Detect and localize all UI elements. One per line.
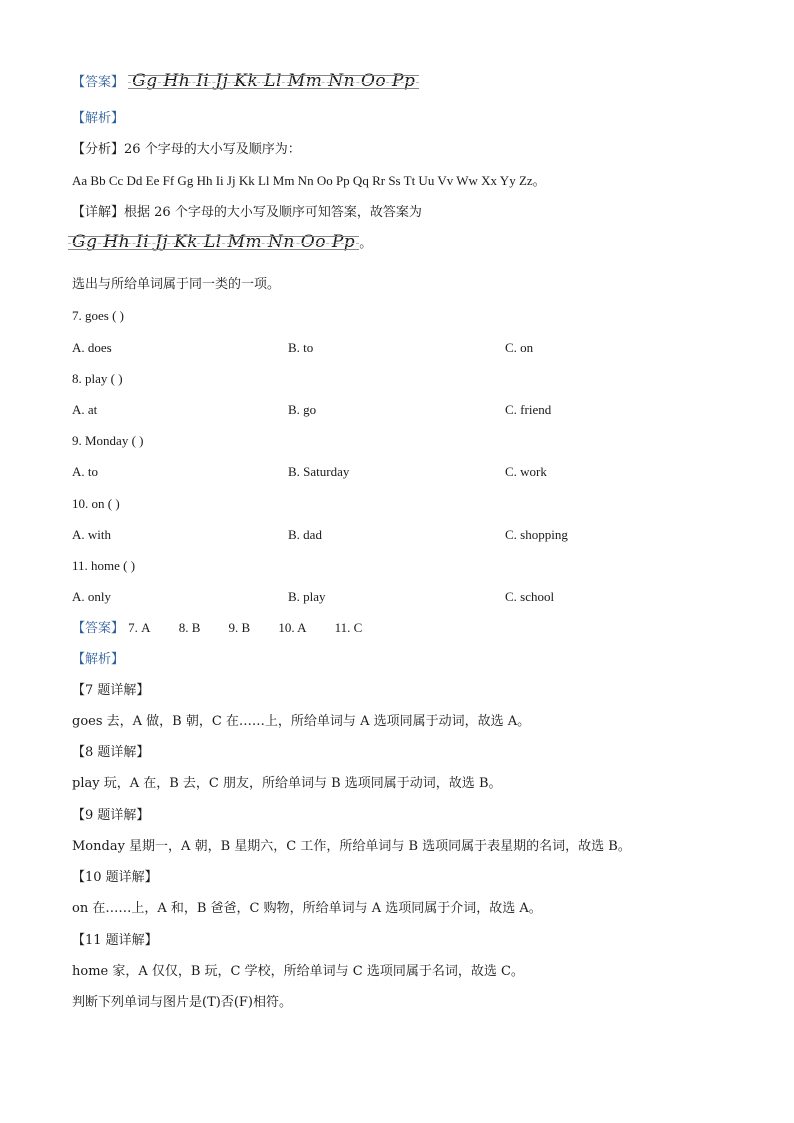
cursive-letters-answer bbox=[128, 72, 419, 92]
option-a: A. does bbox=[72, 340, 112, 355]
detail-tag: 【10 题详解】 bbox=[72, 870, 158, 885]
answer-item: 11. C bbox=[334, 620, 363, 635]
detail-text: goes 去，A 做，B 朝，C 在……上，所给单词与 A 选项同属于动词，故选 A。 bbox=[72, 714, 531, 729]
option-c: C. work bbox=[505, 464, 547, 479]
cursive-letters-text-2: Gg Hh Ii Jj Kk Ll Mm Nn Oo Pp bbox=[72, 232, 356, 252]
answer-item: 10. A bbox=[278, 620, 307, 635]
detail-text: on 在……上，A 和，B 爸爸，C 购物，所给单词与 A 选项同属于介词，故选 A。 bbox=[72, 901, 542, 916]
answer-item: 7. A bbox=[128, 620, 151, 635]
detail-tag: 【7 题详解】 bbox=[72, 683, 150, 698]
option-c: C. friend bbox=[505, 402, 552, 417]
option-b: B. play bbox=[288, 589, 326, 604]
detail-text: play 玩，A 在，B 去，C 朋友，所给单词与 B 选项同属于动词，故选 B。 bbox=[72, 776, 502, 791]
question-stem: 8. play ( ) bbox=[72, 371, 123, 386]
answer-tag: 【答案】 bbox=[72, 75, 125, 90]
detail-tag: 【9 题详解】 bbox=[72, 808, 150, 823]
answer-tag: 【答案】 bbox=[72, 621, 125, 636]
option-c: C. school bbox=[505, 589, 555, 604]
answer2-suffix: 。 bbox=[359, 236, 373, 251]
analysis-heading-2: 【解析】 bbox=[72, 652, 125, 667]
answer-row-2 bbox=[68, 233, 372, 253]
answer-item: 9. B bbox=[228, 620, 251, 635]
answer-item: 8. B bbox=[178, 620, 201, 635]
question-stem: 11. home ( ) bbox=[72, 558, 136, 573]
xiangjie-text: 根据 26 个字母的大小写及顺序可知答案，故答案为 bbox=[124, 205, 422, 220]
option-a: A. with bbox=[72, 527, 111, 542]
section-instruction: 选出与所给单词属于同一类的一项。 bbox=[72, 277, 281, 292]
cursive-letters-text: Gg Hh Ii Jj Kk Ll Mm Nn Oo Pp bbox=[132, 71, 416, 91]
answer-row-1 bbox=[72, 72, 419, 92]
detail-tag: 【11 题详解】 bbox=[72, 933, 158, 948]
option-b: B. Saturday bbox=[288, 464, 350, 479]
option-a: A. to bbox=[72, 464, 98, 479]
fenxi-row bbox=[72, 141, 301, 159]
xiangjie-row bbox=[72, 204, 422, 222]
option-b: B. go bbox=[288, 402, 317, 417]
option-a: A. only bbox=[72, 589, 111, 604]
question-stem: 9. Monday ( ) bbox=[72, 433, 144, 448]
option-c: C. shopping bbox=[505, 527, 568, 542]
cursive-letters-answer-2 bbox=[68, 233, 359, 253]
analysis-heading-1: 【解析】 bbox=[72, 111, 125, 126]
question-stem: 10. on ( ) bbox=[72, 496, 120, 511]
xiangjie-tag: 【详解】 bbox=[72, 205, 125, 220]
option-a: A. at bbox=[72, 402, 98, 417]
detail-text: home 家，A 仅仅，B 玩，C 学校，所给单词与 C 选项同属于名词，故选 C。 bbox=[72, 964, 524, 979]
option-b: B. dad bbox=[288, 527, 322, 542]
alphabet-line: Aa Bb Cc Dd Ee Ff Gg Hh Ii Jj Kk Ll Mm Nn Oo Pp Qq Rr Ss Tt Uu Vv Ww Xx Yy Zz。 bbox=[72, 173, 546, 188]
option-b: B. to bbox=[288, 340, 314, 355]
next-instruction: 判断下列单词与图片是(T)否(F)相符。 bbox=[72, 995, 292, 1010]
question-stem: 7. goes ( ) bbox=[72, 308, 124, 323]
answer-row-3 bbox=[72, 619, 362, 638]
option-c: C. on bbox=[505, 340, 534, 355]
fenxi-text: 26 个字母的大小写及顺序为： bbox=[124, 142, 301, 157]
detail-text: Monday 星期一，A 朝，B 星期六，C 工作，所给单词与 B 选项同属于表星期的名词，故选 B。 bbox=[72, 839, 631, 854]
detail-tag: 【8 题详解】 bbox=[72, 745, 150, 760]
fenxi-tag: 【分析】 bbox=[72, 142, 125, 157]
